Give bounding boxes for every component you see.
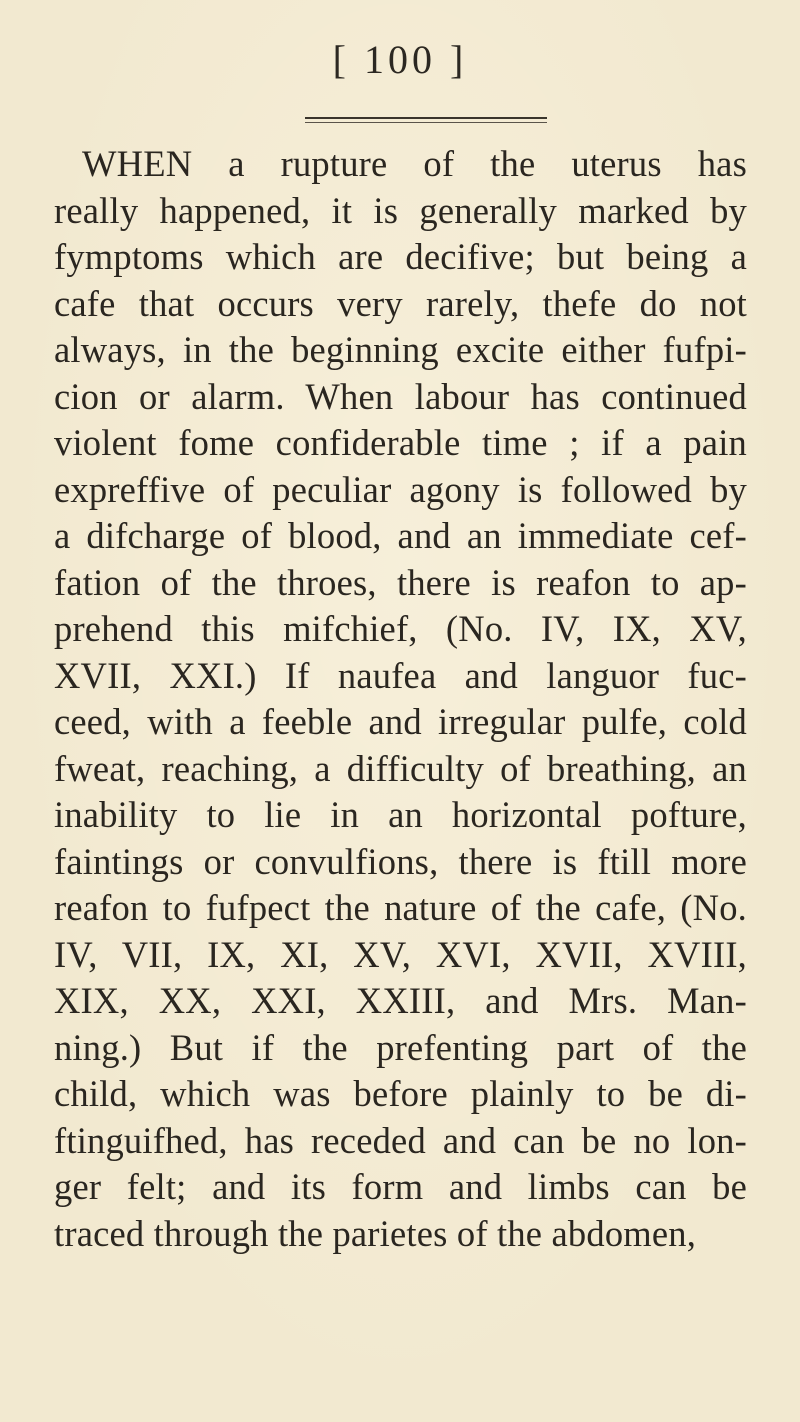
text-line: traced through the parietes of the abdomen, (54, 1212, 697, 1254)
text-line: fweat, reaching, a difficulty of breathing, an (54, 747, 747, 789)
text-line: cion or alarm. When labour has continued (54, 375, 747, 417)
text-line: a difcharge of blood, and an immediate cef- (54, 515, 747, 556)
body-paragraph (54, 141, 747, 1257)
page-number-header: [ 100 ] (332, 37, 468, 82)
text-line: WHEN a rupture of the uterus has (82, 143, 747, 184)
text-line: fation of the throes, there is reafon to ap- (54, 561, 747, 603)
text-line: cafe that occurs very rarely, thefe do not (54, 282, 747, 324)
text-line: ger felt; and its form and limbs can be (54, 1166, 747, 1207)
text-line: violent fome confiderable time ; if a pain (54, 422, 747, 463)
text-line: always, in the beginning excite either fufpi- (54, 329, 747, 370)
text-line: fymptoms which are decifive; but being a (54, 236, 747, 277)
text-line: XIX, XX, XXI, XXIII, and Mrs. Man- (54, 980, 747, 1021)
text-line: IV, VII, IX, XI, XV, XVI, XVII, XVIII, (54, 933, 747, 975)
text-line: prehend this mifchief, (No. IV, IX, XV, (54, 608, 747, 649)
text-line: reafon to fufpect the nature of the cafe, (No. (54, 887, 747, 928)
text-line: faintings or convulfions, there is ftill more (54, 840, 747, 882)
text-line: ning.) But if the prefenting part of the (54, 1026, 747, 1068)
text-line: XVII, XXI.) If naufea and languor fuc- (54, 654, 747, 696)
text-line: ftinguifhed, has receded and can be no lon- (54, 1119, 747, 1161)
text-line: really happened, it is generally marked by (54, 189, 747, 231)
text-line: inability to lie in an horizontal pofture, (54, 794, 747, 835)
header-rule (305, 117, 547, 119)
text-line: expreffive of peculiar agony is followed by (54, 468, 747, 510)
text-line: ceed, with a feeble and irregular pulfe, cold (54, 701, 747, 742)
text-line: child, which was before plainly to be di- (54, 1073, 747, 1114)
